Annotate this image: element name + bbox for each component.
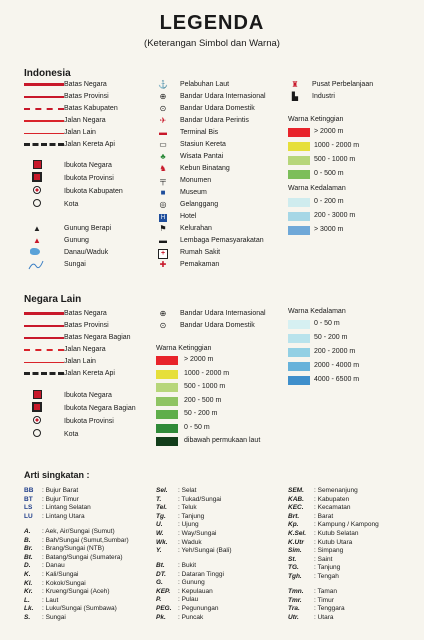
abbreviation-key: Sim.: [288, 547, 302, 555]
abbreviation-value: : Tukad/Sungai: [178, 495, 222, 503]
legend-monumen: ╤ Monumen: [156, 175, 276, 187]
nl-elevation-title: Warna Ketinggian: [156, 345, 212, 352]
abbreviation-row: [24, 512, 144, 521]
batas-kabupaten-line-icon: [24, 103, 64, 115]
nl-elevation-label: dibawah permukaan laut: [184, 437, 261, 444]
abbreviation-key: Utr.: [288, 613, 299, 621]
nl-elevation-label: 0 - 50 m: [184, 423, 210, 431]
nl-depth-swatch: [288, 362, 310, 371]
abbreviation-key: BT: [24, 495, 33, 503]
bus-icon: ▬: [159, 128, 167, 137]
nl-depth-label: 200 - 2000 m: [314, 348, 356, 355]
legend-nl-ibukota-negara-bagian: Ibukota Negara Bagian: [24, 403, 154, 415]
circle-dot-icon: [30, 416, 44, 428]
indonesia-elevation-title: Warna Ketinggian: [288, 116, 344, 123]
legend-gelanggang: ◎ Gelanggang: [156, 199, 276, 211]
abbreviation-key: St.: [288, 555, 297, 563]
flag-icon: ⚑: [159, 224, 167, 233]
abbreviation-key: U.: [156, 521, 163, 529]
abbreviation-key: Bt.: [156, 562, 165, 569]
mountain-icon: ▲: [33, 236, 41, 245]
legend-stasiun-kereta: ▭ Stasiun Kereta: [156, 139, 276, 151]
legend-pusat-perbelanjaan: ♜ Pusat Perbelanjaan: [288, 79, 408, 91]
abbreviation-value: : Puncak: [178, 613, 204, 621]
abbreviation-value: : Simpang: [314, 547, 344, 555]
abbreviation-value: : Lintang Selatan: [42, 504, 91, 512]
legend-line-batas-provinsi: Batas Provinsi: [24, 91, 154, 103]
nl-elevation-row: [156, 435, 286, 447]
circle-icon: [30, 199, 44, 211]
nl-elevation-row: [156, 368, 286, 380]
indonesia-depth-title: Warna Kedalaman: [288, 185, 346, 192]
indonesia-elevation-label: 500 - 1000 m: [314, 156, 356, 163]
abbreviation-row: [288, 613, 408, 622]
nl-elevation-row: [156, 422, 286, 434]
nl-batas-negara-line-icon: [24, 308, 64, 320]
jalan-lain-line-icon: [24, 127, 64, 139]
abbreviation-value: : Tanjung: [178, 512, 205, 520]
legend-hotel: H Hotel: [156, 211, 276, 223]
abbreviation-key: Br.: [24, 545, 33, 553]
square-red-icon: [30, 160, 44, 173]
abbreviation-value: : Krueng/Sungai (Aceh): [42, 588, 110, 596]
circle-dot-icon: [30, 186, 44, 198]
square-red-icon: [30, 390, 44, 403]
abbreviation-key: Y.: [156, 547, 162, 555]
legend-line-jalan-lain: Jalan Lain: [24, 127, 154, 139]
nl-elevation-swatch: [156, 383, 178, 392]
nl-depth-label: 4000 - 6500 m: [314, 376, 360, 383]
river-icon: [28, 259, 42, 275]
abbreviation-value: : Tenggara: [314, 605, 345, 613]
legend-pelabuhan-laut: ⚓ Pelabuhan Laut: [156, 79, 276, 91]
abbreviation-value: : Tanjung: [314, 564, 341, 572]
legend-bandara-perintis: ✈ Bandar Udara Perintis: [156, 115, 276, 127]
abbreviation-value: : Sungai: [42, 614, 66, 621]
abbreviation-key: LS: [24, 504, 33, 512]
legend-bandara-domestik: ⊙ Bandar Udara Domestik: [156, 103, 276, 115]
airport-domestic-icon: ⊙: [159, 321, 167, 330]
section-negara-lain-title: Negara Lain: [24, 294, 82, 305]
nl-depth-label: 50 - 200 m: [314, 334, 348, 341]
legend-nl-ibukota-provinsi: Ibukota Provinsi: [24, 416, 154, 428]
abbreviation-value: : Pegunungan: [178, 605, 219, 612]
abbreviation-value: : Tengah: [314, 573, 339, 580]
nl-elevation-label: 200 - 500 m: [184, 396, 222, 404]
abbreviation-key: Wk.: [156, 538, 168, 546]
nl-depth-swatch: [288, 334, 310, 343]
abbreviation-value: : Kali/Sungai: [42, 571, 79, 578]
abbreviation-key: Kp.: [288, 521, 299, 529]
nl-depth-swatch: [288, 320, 310, 329]
indonesia-depth-swatch: [288, 226, 310, 235]
indonesia-elevation-row: [288, 140, 418, 152]
abbreviation-value: : Dataran Tinggi: [178, 570, 224, 578]
legend-nl-batas-provinsi: Batas Provinsi: [24, 320, 154, 332]
page-title: LEGENDA: [159, 12, 265, 34]
jalan-negara-line-icon: [24, 115, 64, 127]
abbreviation-value: : Way/Sungai: [178, 530, 217, 537]
monument-icon: ╤: [160, 176, 166, 185]
abbreviation-key: Sel.: [156, 487, 168, 494]
nl-elevation-row: [156, 381, 286, 393]
square-outline-icon: [30, 173, 44, 185]
legend-lembaga-pemasyarakatan: ▬ Lembaga Pemasyarakatan: [156, 235, 276, 247]
abbreviation-key: Lk.: [24, 605, 34, 613]
abbreviation-key: KEC.: [288, 504, 304, 512]
zoo-icon: ♞: [159, 164, 167, 173]
indonesia-elevation-row: [288, 168, 418, 180]
abbreviation-row: [288, 572, 408, 581]
abbreviation-value: : Danau: [42, 562, 65, 570]
indonesia-depth-swatch: [288, 198, 310, 207]
legend-museum: ■ Museum: [156, 187, 276, 199]
nl-depth-row: [288, 360, 418, 372]
abbreviation-value: : Bujur Barat: [42, 487, 79, 494]
nl-elevation-swatch: [156, 397, 178, 406]
abbreviation-value: : Kutub Utara: [314, 538, 353, 546]
legend-nl-jalan-kereta-api: Jalan Kereta Api: [24, 368, 154, 380]
anchor-icon: ⚓: [158, 80, 168, 89]
nl-elevation-label: 50 - 200 m: [184, 410, 218, 417]
abbreviation-key: Tgh.: [288, 573, 302, 580]
abbreviation-value: : Teluk: [178, 504, 197, 512]
museum-icon: ■: [160, 188, 166, 197]
abbreviation-value: : Kokok/Sungai: [42, 579, 86, 587]
nl-batas-negara-bagian-line-icon: [24, 332, 64, 344]
legend-bandara-internasional: ⊕ Bandar Udara Internasional: [156, 91, 276, 103]
nl-depth-label: 0 - 50 m: [314, 320, 340, 327]
indonesia-elevation-swatch: [288, 142, 310, 151]
nl-elevation-row: [156, 408, 286, 420]
factory-icon: ▙: [291, 92, 299, 101]
cemetery-icon: ✚: [159, 260, 167, 269]
nl-depth-row: [288, 374, 418, 386]
abbreviation-value: : Laut: [42, 596, 59, 604]
indonesia-depth-label: > 3000 m: [314, 226, 344, 233]
abbreviation-value: : Yeh/Sungai (Bali): [178, 547, 232, 555]
abbreviation-key: A.: [24, 528, 31, 535]
abbreviation-value: : Batang/Sungai (Sumatera): [42, 553, 123, 561]
abbreviation-value: : Kutub Selatan: [314, 530, 359, 537]
hotel-icon: H: [160, 215, 166, 221]
abbreviation-key: Pk.: [156, 613, 166, 621]
batas-negara-line-icon: [24, 79, 64, 91]
legend-kebun-binatang: ♞ Kebun Binatang: [156, 163, 276, 175]
legend-nl-ibukota-negara: Ibukota Negara: [24, 390, 154, 402]
airport-domestic-icon: ⊙: [159, 104, 167, 113]
legend-sungai: Sungai: [24, 259, 154, 271]
nl-elevation-swatch: [156, 437, 178, 446]
legend-wisata-pantai: ♣ Wisata Pantai: [156, 151, 276, 163]
abbreviation-value: : Kecamatan: [314, 504, 351, 512]
legend-nl-batas-negara-bagian: Batas Negara Bagian: [24, 332, 154, 344]
nl-batas-provinsi-line-icon: [24, 320, 64, 332]
legend-city-ibukota-kabupaten: Ibukota Kabupaten: [24, 186, 154, 198]
abbreviation-key: Kl.: [24, 579, 33, 587]
legend-pemakaman: ✚ Pemakaman: [156, 259, 276, 271]
abbreviation-key: D.: [24, 562, 31, 570]
nl-elevation-swatch: [156, 356, 178, 365]
legend-line-batas-kabupaten: Batas Kabupaten: [24, 103, 154, 115]
abbreviation-row: [24, 613, 144, 622]
legend-city-ibukota-negara: Ibukota Negara: [24, 160, 154, 172]
nl-elevation-row: [156, 395, 286, 407]
railway-line-icon: [24, 139, 64, 151]
abbreviation-key: KAB.: [288, 495, 304, 503]
abbreviation-key: LU: [24, 512, 33, 520]
nl-depth-label: 2000 - 4000 m: [314, 362, 360, 369]
abbreviation-key: PEG.: [156, 605, 172, 612]
nl-elevation-swatch: [156, 424, 178, 433]
abbreviation-value: : Bah/Sungai (Sumut,Sumbar): [42, 536, 129, 544]
abbreviation-value: : Pulau: [178, 596, 199, 604]
legend-nl-bandara-internasional: ⊕ Bandar Udara Internasional: [156, 308, 286, 320]
indonesia-elevation-row: [288, 126, 418, 138]
abbreviation-value: : Saint: [314, 555, 333, 563]
abbreviation-value: : Timur: [314, 596, 334, 604]
legend-city-ibukota-provinsi: Ibukota Provinsi: [24, 173, 154, 185]
legend-nl-jalan-lain: Jalan Lain: [24, 356, 154, 368]
batas-provinsi-line-icon: [24, 91, 64, 103]
abbreviation-key: Brt.: [288, 512, 300, 520]
abbreviation-key: TG.: [288, 564, 299, 572]
legend-gunung: ▲ Gunung: [24, 235, 154, 247]
prison-icon: ▬: [159, 236, 167, 245]
abbreviations-title: Arti singkatan :: [24, 470, 90, 480]
abbreviation-key: L.: [24, 596, 30, 604]
legend-gunung-berapi: ▲ Gunung Berapi: [24, 223, 154, 235]
nl-depth-swatch: [288, 376, 310, 385]
abbreviation-key: SEM.: [288, 487, 304, 494]
indonesia-elevation-swatch: [288, 170, 310, 179]
page-subtitle: (Keterangan Simbol dan Warna): [144, 38, 280, 49]
nl-depth-title: Warna Kedalaman: [288, 308, 346, 315]
nl-depth-row: [288, 332, 418, 344]
legend-nl-batas-negara: Batas Negara: [24, 308, 154, 320]
abbreviation-key: K.Utr: [288, 538, 304, 546]
abbreviation-value: : Bujur Timur: [42, 495, 79, 503]
airport-international-icon: ⊕: [159, 309, 167, 318]
nl-elevation-label: 500 - 1000 m: [184, 383, 226, 390]
abbreviation-key: K.: [24, 571, 31, 578]
abbreviation-value: : Lintang Utara: [42, 512, 85, 520]
abbreviation-key: P.: [156, 596, 162, 604]
legend-terminal-bis: ▬ Terminal Bis: [156, 127, 276, 139]
airport-international-icon: ⊕: [159, 92, 167, 101]
indonesia-elevation-label: > 2000 m: [314, 128, 344, 135]
train-icon: ▭: [159, 140, 167, 149]
nl-elevation-swatch: [156, 410, 178, 419]
abbreviation-key: KEP.: [156, 587, 171, 595]
nl-railway-line-icon: [24, 368, 64, 380]
nl-elevation-row: [156, 354, 286, 366]
abbreviation-key: Tel.: [156, 504, 167, 512]
legend-danau-waduk: Danau/Waduk: [24, 247, 154, 259]
nl-elevation-label: > 2000 m: [184, 356, 214, 363]
shopping-icon: ♜: [291, 80, 299, 89]
volcano-icon: ▲: [33, 224, 41, 233]
abbreviation-row: [156, 546, 276, 555]
legend-nl-bandara-domestik: ⊙ Bandar Udara Domestik: [156, 320, 286, 332]
abbreviation-value: : Ujung: [178, 521, 199, 529]
palm-tree-icon: ♣: [160, 152, 166, 161]
indonesia-elevation-label: 0 - 500 m: [314, 170, 344, 177]
legend-kelurahan: ⚑ Kelurahan: [156, 223, 276, 235]
square-outline-icon: [30, 403, 44, 415]
abbreviation-key: Bt.: [24, 553, 33, 561]
abbreviation-value: : Bukit: [178, 562, 197, 569]
legend-nl-kota: Kota: [24, 429, 154, 441]
abbreviation-key: S.: [24, 614, 31, 621]
abbreviation-value: : Taman: [314, 588, 338, 595]
abbreviation-key: T.: [156, 495, 162, 503]
indonesia-elevation-swatch: [288, 156, 310, 165]
plane-icon: ✈: [159, 116, 167, 125]
abbreviation-key: Tg.: [156, 512, 166, 520]
abbreviation-value: : Kepulauan: [178, 587, 213, 595]
abbreviation-value: : Brang/Sungai (NTB): [42, 545, 105, 553]
indonesia-depth-label: 200 - 3000 m: [314, 212, 356, 219]
nl-depth-swatch: [288, 348, 310, 357]
abbreviation-value: : Aek, Air/Sungai (Sumut): [42, 528, 115, 535]
nl-elevation-label: 1000 - 2000 m: [184, 369, 230, 377]
legend-city-kota: Kota: [24, 199, 154, 211]
abbreviation-value: : Barat: [314, 512, 334, 520]
nl-depth-row: [288, 318, 418, 330]
abbreviation-key: B.: [24, 536, 31, 544]
abbreviation-value: : Kabupaten: [314, 495, 350, 503]
legend-line-batas-negara: Batas Negara: [24, 79, 154, 91]
abbreviation-row: [156, 613, 276, 622]
abbreviation-key: K.Sel.: [288, 530, 307, 537]
legend-rumah-sakit: + Rumah Sakit: [156, 247, 276, 259]
legend-nl-jalan-negara: Jalan Negara: [24, 344, 154, 356]
nl-jalan-lain-line-icon: [24, 356, 64, 368]
stadium-icon: ◎: [159, 200, 167, 209]
abbreviation-key: BB: [24, 487, 34, 494]
section-indonesia-title: Indonesia: [24, 68, 71, 79]
abbreviation-key: Tmr.: [288, 596, 302, 604]
abbreviation-value: : Kampung / Kampong: [314, 521, 379, 529]
abbreviation-value: : Gunung: [178, 579, 205, 587]
legend-line-jalan-negara: Jalan Negara: [24, 115, 154, 127]
lake-icon: [28, 247, 42, 259]
abbreviation-key: Kr.: [24, 588, 33, 596]
abbreviation-value: : Semenanjung: [314, 487, 358, 494]
indonesia-elevation-row: [288, 154, 418, 166]
abbreviation-key: W.: [156, 530, 164, 537]
abbreviation-key: DT.: [156, 570, 166, 578]
indonesia-depth-row: [288, 224, 418, 236]
circle-icon: [30, 429, 44, 441]
legend-industri: ▙ Industri: [288, 91, 408, 103]
hospital-icon: +: [156, 247, 170, 259]
abbreviation-value: : Selat: [178, 487, 197, 494]
abbreviation-key: G.: [156, 579, 163, 587]
abbreviation-value: : Waduk: [178, 538, 202, 546]
indonesia-depth-row: [288, 196, 418, 208]
indonesia-depth-swatch: [288, 212, 310, 221]
abbreviation-value: : Luku/Sungai (Sumbawa): [42, 605, 117, 613]
indonesia-depth-label: 0 - 200 m: [314, 198, 344, 205]
nl-depth-row: [288, 346, 418, 358]
indonesia-elevation-label: 1000 - 2000 m: [314, 142, 360, 149]
indonesia-depth-row: [288, 210, 418, 222]
abbreviation-value: : Utara: [314, 613, 334, 621]
nl-jalan-negara-line-icon: [24, 344, 64, 356]
abbreviation-key: Tra.: [288, 605, 300, 613]
abbreviation-key: Tmn.: [288, 588, 304, 595]
nl-elevation-swatch: [156, 370, 178, 379]
legend-line-jalan-kereta-api: Jalan Kereta Api: [24, 139, 154, 151]
indonesia-elevation-swatch: [288, 128, 310, 137]
